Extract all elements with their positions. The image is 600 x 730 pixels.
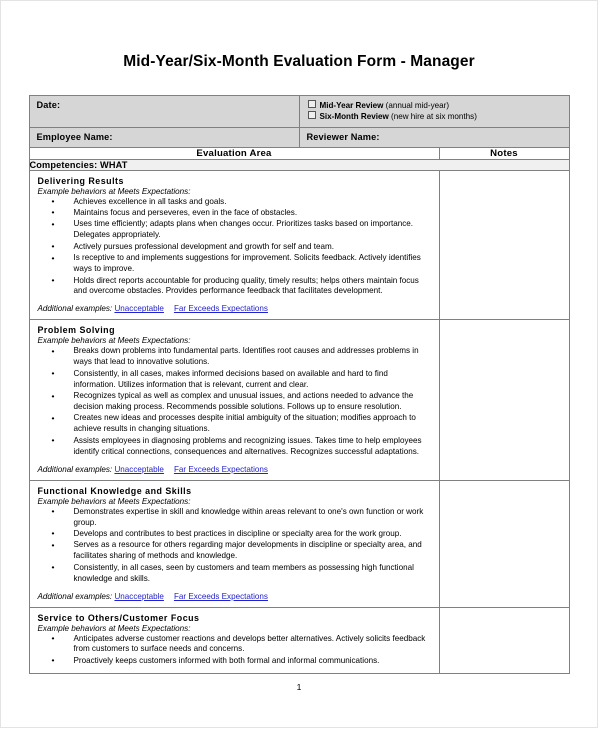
competency-cell-delivering-results: [29, 170, 439, 320]
employee-name-cell[interactable]: [29, 127, 299, 147]
additional-examples-label: Additional examples:: [37, 304, 113, 314]
competency-cell-functional-knowledge: [29, 480, 439, 607]
competency-subtitle: Example behaviors at Meets Expectations:: [37, 336, 191, 346]
competency-title: Service to Others/Customer Focus: [37, 612, 200, 623]
list-item: • Is receptive to and implements suggestions for improvement. Solicits feedback. Actively identifies ways to improve.: [38, 253, 431, 275]
review-options-list: [300, 96, 569, 127]
additional-examples-row: [38, 592, 431, 601]
list-item: • Demonstrates expertise in skill and knowledge within areas relevant to one's own function or work group.: [38, 507, 431, 529]
additional-examples-label: Additional examples:: [37, 591, 113, 601]
employee-name-label: Employee Name:: [36, 131, 113, 142]
list-item: • Consistently, in all cases, seen by customers and team members as possessing high functional knowledge and skills.: [38, 563, 431, 585]
competency-bullet-list: [38, 507, 431, 585]
evaluation-form-table: [29, 95, 570, 675]
additional-examples-label: Additional examples:: [37, 464, 113, 474]
row-competency-functional-knowledge: [29, 480, 569, 607]
review-option-six-month-note: (new hire at six months): [391, 112, 477, 122]
list-item: • Develops and contributes to best practices in discipline or specialty area for the work group.: [38, 529, 431, 540]
list-item: • Recognizes typical as well as complex and unusual issues, and actions needed to advance the decision making process. Recommends possible solutions. Follows up to ensure resolution.: [38, 391, 431, 413]
list-item: • Consistently, in all cases, makes informed decisions based on available and hard to find information. Utilizes information that is relevant, current and clear.: [38, 369, 431, 391]
form-body: [29, 95, 569, 674]
link-unacceptable[interactable]: Unacceptable: [114, 591, 164, 601]
date-cell[interactable]: [29, 95, 299, 127]
competency-block: [30, 171, 439, 320]
notes-cell-functional-knowledge[interactable]: [439, 480, 569, 607]
competency-title: Functional Knowledge and Skills: [37, 485, 192, 496]
column-header-evaluation-area: Evaluation Area: [29, 147, 439, 159]
list-item: • Assists employees in diagnosing problems and recognizing issues. Takes time to help employees identify critical connections, consequences and alternatives. Recognizes successful adaptations.: [38, 436, 431, 458]
list-item: • Creates new ideas and processes despite initial ambiguity of the situation; modifies approach to achieve results in changing situations.: [38, 413, 431, 435]
additional-examples-row: [38, 465, 431, 474]
link-unacceptable[interactable]: Unacceptable: [114, 464, 164, 474]
competency-bullet-list: [38, 634, 431, 667]
list-item: • Breaks down problems into fundamental parts. Identifies root causes and addresses problems in ways that lead to innovative solutions.: [38, 346, 431, 368]
row-date-review: [29, 95, 569, 127]
review-option-six-month-label: Six-Month Review: [319, 112, 389, 122]
checkbox-six-month-icon[interactable]: [308, 111, 316, 119]
competencies-band-label: Competencies: WHAT: [29, 159, 569, 170]
link-far-exceeds-expectations[interactable]: Far Exceeds Expectations: [173, 591, 268, 601]
list-item: • Maintains focus and perseveres, even in the face of obstacles.: [38, 208, 431, 219]
link-unacceptable[interactable]: Unacceptable: [114, 304, 164, 314]
row-competency-delivering-results: [29, 170, 569, 320]
row-column-headers: [29, 147, 569, 159]
reviewer-name-label: Reviewer Name:: [306, 131, 380, 142]
review-option-mid-year-label: Mid-Year Review: [319, 100, 384, 110]
date-label: Date:: [36, 99, 61, 110]
review-option-mid-year-note: (annual mid-year): [385, 100, 450, 110]
competency-subtitle: Example behaviors at Meets Expectations:: [37, 623, 191, 633]
page-title: Mid-Year/Six-Month Evaluation Form - Manager: [123, 53, 475, 70]
list-item: • Achieves excellence in all tasks and goals.: [38, 197, 431, 208]
list-item: • Anticipates adverse customer reactions and develops better alternatives. Actively solicits feedback from customers to surface needs and concerns.: [38, 634, 431, 656]
link-far-exceeds-expectations[interactable]: Far Exceeds Expectations: [173, 464, 268, 474]
notes-cell-problem-solving[interactable]: [439, 320, 569, 480]
list-item: • Holds direct reports accountable for producing quality, timely results; helps others maintain focus and overcome obstacles. Provides performance feedback that facilitates development.: [38, 276, 431, 298]
review-option-mid-year[interactable]: [308, 100, 562, 111]
reviewer-name-cell[interactable]: [299, 127, 569, 147]
competency-subtitle: Example behaviors at Meets Expectations:: [37, 186, 191, 196]
review-type-cell[interactable]: [299, 95, 569, 127]
notes-cell-delivering-results[interactable]: [439, 170, 569, 320]
list-item: • Actively pursues professional development and growth for self and team.: [38, 242, 431, 253]
competency-block: [30, 320, 439, 479]
competency-bullet-list: [38, 197, 431, 298]
additional-examples-row: [38, 304, 431, 313]
row-names: [29, 127, 569, 147]
link-far-exceeds-expectations[interactable]: Far Exceeds Expectations: [173, 304, 268, 314]
list-item: • Serves as a resource for others regarding major developments in discipline or specialty area, and facilitates sharing of methods and knowledge.: [38, 540, 431, 562]
competency-block: [30, 608, 439, 674]
column-header-notes: Notes: [439, 147, 569, 159]
competency-subtitle: Example behaviors at Meets Expectations:: [37, 496, 191, 506]
competency-bullet-list: [38, 346, 431, 457]
competency-cell-problem-solving: [29, 320, 439, 480]
review-option-six-month[interactable]: [308, 111, 562, 122]
row-competency-service-to-others: [29, 607, 569, 674]
row-competency-problem-solving: [29, 320, 569, 480]
competency-title: Problem Solving: [37, 325, 116, 336]
competency-block: [30, 481, 439, 607]
competency-title: Delivering Results: [37, 175, 124, 186]
notes-cell-service-to-others[interactable]: [439, 607, 569, 674]
competency-cell-service-to-others: [29, 607, 439, 674]
page-number: 1: [296, 682, 302, 693]
row-competencies-band: [29, 159, 569, 170]
list-item: • Uses time efficiently; adapts plans when changes occur. Prioritizes tasks based on importance. Delegates appropriately.: [38, 219, 431, 241]
checkbox-mid-year-icon[interactable]: [308, 100, 316, 108]
list-item: • Proactively keeps customers informed with both formal and informal communications.: [38, 656, 431, 667]
